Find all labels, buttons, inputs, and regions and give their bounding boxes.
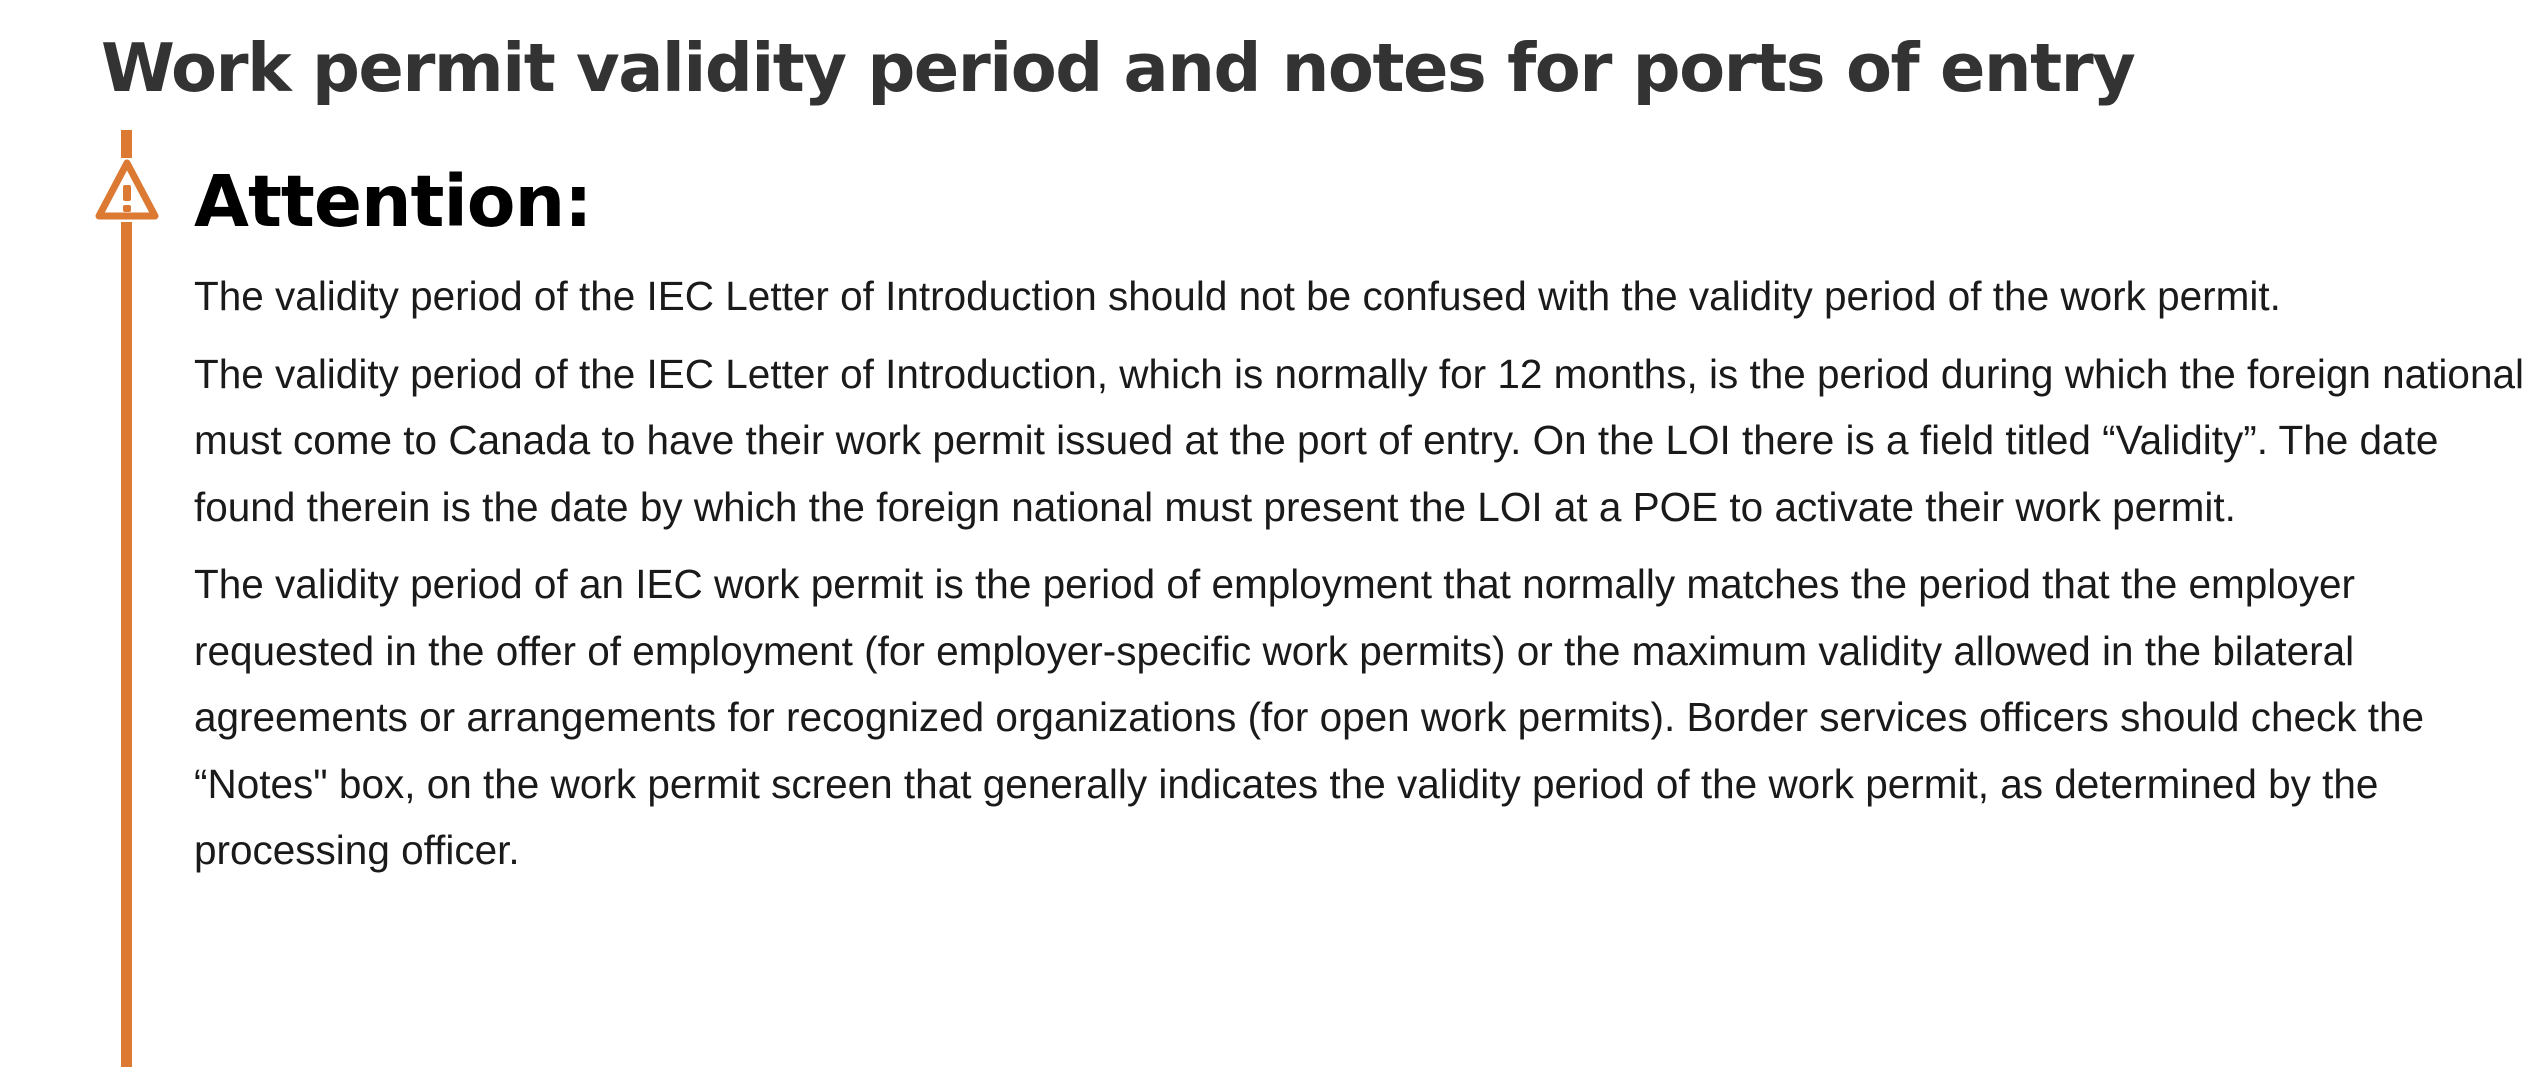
- alert-body: [194, 263, 2524, 895]
- alert-accent-bar: [121, 130, 132, 1067]
- warning-triangle-icon: [95, 158, 159, 222]
- alert-paragraph: The validity period of the IEC Letter of Introduction should not be confused with the validity period of the work permit.: [194, 273, 2281, 319]
- alert-paragraph: The validity period of an IEC work permit is the period of employment that normally matches the period that the employer requested in the offer of employment (for employer-specific work permits) or the maximum validity allowed in the bilateral agreements or arrangements for recognized organizations (for open work permits). Border services officers should check the “Notes" box, on the work permit screen that generally indicates the validity period of the work permit, as determined by the processing officer.: [194, 561, 2425, 873]
- alert-heading: Attention:: [194, 160, 592, 243]
- alert-paragraph: The validity period of the IEC Letter of Introduction, which is normally for 12 months, is the period during which the foreign national must come to Canada to have their work permit issued at the port of entry. On the LOI there is a field titled “Validity”. The date found therein is the date by which the foreign national must present the LOI at a POE to activate their work permit.: [194, 350, 2524, 530]
- attention-alert: [95, 130, 2524, 1067]
- page-title: Work permit validity period and notes for ports of entry: [101, 29, 2135, 107]
